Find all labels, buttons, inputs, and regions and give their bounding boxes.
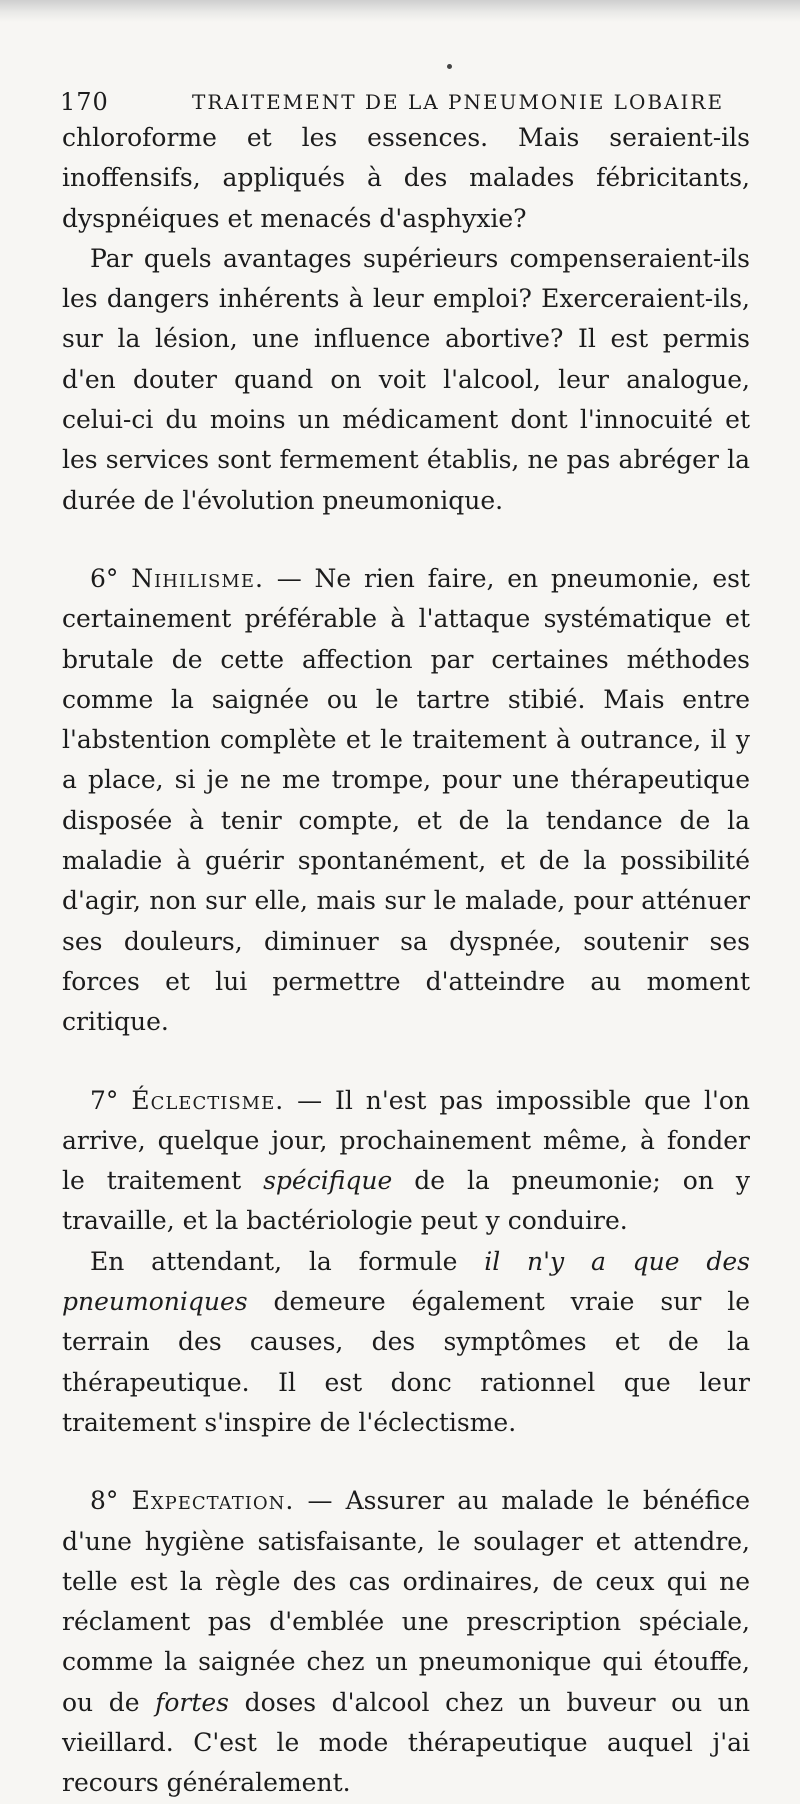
running-header: [60, 88, 748, 118]
page-top-edge: [0, 0, 800, 22]
ink-speck: [447, 64, 452, 69]
paragraph-avantages: Par quels avantages supérieurs compenseraient-ils les dangers inhérents à leur emploi? Exerceraient-ils, sur la lésion, une influence abortive? Il est permis d'en douter quand on voit l'alcool, leur analogue, celui-ci du moins un médicament dont l'innocuité et les services sont fermement établis, ne pas abréger la durée de l'évolution pneumonique.: [62, 243, 750, 515]
section-nihilisme: [62, 559, 750, 1043]
section-text: doses d'alcool chez un buveur ou un vieillard. C'est le mode thérapeutique auquel j'ai recours généralement.: [62, 1687, 750, 1798]
italic-term: fortes: [155, 1687, 230, 1717]
section-text: — Il n'est pas impossible que l'on arrive, quelque jour, prochainement même, à fonder le traitement: [62, 1085, 750, 1196]
section-text: — Ne rien faire, en pneumonie, est certainement préférable à l'attaque systématique et brutale de cette affection par certaines méthodes comme la saignée ou le tartre stibié. Mais entre l'abstention complète et le traitement à outrance, il y a place, si je ne me trompe, pour une thérapeutique disposée à tenir compte, et de la tendance de la maladie à guérir spontanément, et de la possibilité d'agir, non sur elle, mais sur le malade, pour atténuer ses douleurs, diminuer sa dyspnée, soutenir ses forces et lui permettre d'atteindre au moment critique.: [62, 563, 750, 1037]
section-number: 6°: [90, 563, 119, 593]
italic-term: spécifique: [263, 1166, 393, 1196]
section-number: 7°: [90, 1085, 119, 1115]
section-text: de la pneumonie; on y travaille, et la bactériologie peut y conduire.: [62, 1166, 751, 1236]
section-eclectisme: [62, 1081, 750, 1242]
section-number: 8°: [90, 1486, 119, 1516]
paragraph-continuation: chloroforme et les essences. Mais seraient-ils inoffensifs, appliqués à des malades fébricitants, dyspnéiques et menacés d'asphyxie?: [62, 123, 750, 233]
section-heading: Éclectisme.: [131, 1085, 285, 1115]
section-heading: Nihilisme.: [131, 563, 264, 593]
italic-formula: il n'y a que des pneumoniques: [62, 1246, 750, 1317]
running-title: TRAITEMENT DE LA PNEUMONIE LOBAIRE: [192, 90, 725, 114]
page-body: [62, 118, 750, 1804]
page-number: 170: [60, 88, 109, 116]
section-expectation: [62, 1481, 750, 1803]
paragraph-en-attendant: En attendant, la formule il n'y a que des pneumoniques demeure également vraie sur le terrain des causes, des symptômes et de la thérapeutique. Il est donc rationnel que leur traitement s'inspire de l'éclectisme.: [62, 1246, 750, 1437]
section-heading: Expectation.: [131, 1486, 295, 1516]
section-text: — Assurer au malade le bénéfice d'une hygiène satisfaisante, le soulager et attendre, telle est la règle des cas ordinaires, de ceux qui ne réclament pas d'emblée une prescription spéciale, comme la saignée chez un pneumonique qui étouffe, ou de: [62, 1486, 751, 1717]
